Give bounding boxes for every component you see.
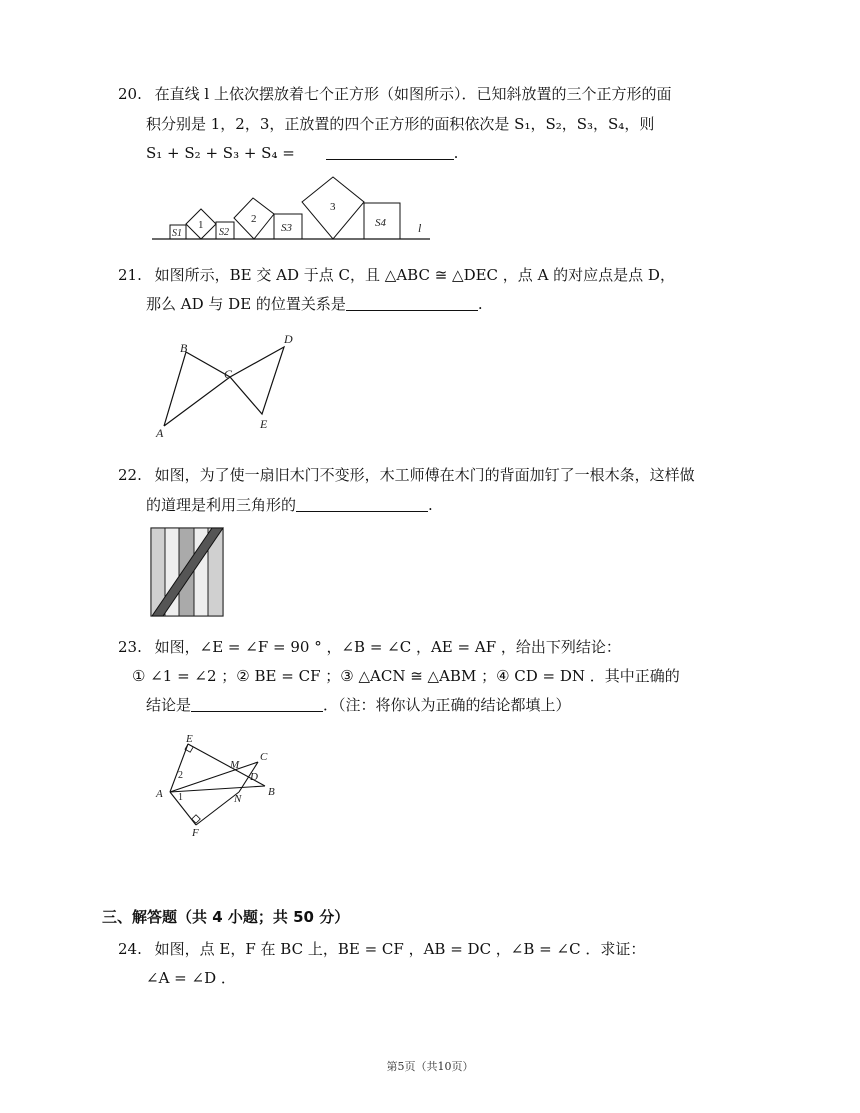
q23-answer-blank[interactable] — [191, 697, 323, 712]
label-b: B — [180, 341, 188, 355]
label-1: 1 — [198, 219, 204, 231]
q23-number: 23. — [118, 638, 142, 656]
q20-line1 — [118, 84, 671, 104]
q23-text-1: 如图，∠E = ∠F = 90 ° ，∠B = ∠C ，AE = AF ，给出下列结论： — [154, 638, 621, 656]
q22-text-2-end: . — [428, 496, 433, 514]
label-2: 2 — [251, 213, 257, 225]
q20-figure — [150, 172, 440, 244]
q21-figure — [150, 330, 310, 445]
page-footer: 第5页（共10页） — [386, 1060, 474, 1073]
q21-text-2: 那么 AD 与 DE 的位置关系是 — [146, 295, 346, 313]
q22-line1 — [118, 465, 695, 485]
q23-lines — [170, 744, 265, 825]
q23-line3 — [146, 695, 571, 715]
q23-line1 — [118, 637, 621, 657]
q20-text-1: 在直线 l 上依次摆放着七个正方形（如图所示）．已知斜放置的三个正方形的面 — [154, 85, 672, 103]
q23-figure — [150, 730, 290, 840]
label-c: C — [224, 367, 233, 381]
label-s1: S1 — [172, 228, 182, 239]
label-a: A — [156, 788, 163, 800]
q24-number: 24. — [118, 940, 142, 958]
q20-answer-blank[interactable] — [326, 145, 454, 160]
q24-text-2: ∠A = ∠D ． — [146, 969, 236, 987]
q22-text-1: 如图，为了使一扇旧木门不变形，木工师傅在木门的背面加钉了一根木条，这样做 — [154, 466, 695, 484]
label-e: E — [260, 417, 268, 431]
label-s3: S3 — [281, 222, 292, 234]
q23-text-3: 结论是 — [146, 696, 192, 714]
q21-line1 — [118, 265, 675, 285]
q24-line1 — [118, 939, 645, 959]
q22-text-2: 的道理是利用三角形的 — [146, 496, 297, 514]
label-2: 2 — [178, 770, 183, 781]
q23-text-3-end: ．（注：将你认为正确的结论都填上） — [323, 696, 571, 714]
label-e: E — [186, 733, 193, 745]
label-s2: S2 — [219, 227, 229, 238]
q23-text-2: ① ∠1 = ∠2 ；② BE = CF ；③ △ACN ≅ △ABM ；④ CD = DN ．其中正确的 — [132, 667, 680, 685]
q20-text-3: S₁ + S₂ + S₃ + S₄ = — [146, 144, 295, 162]
q21-triangles — [164, 347, 284, 426]
label-b: B — [268, 786, 275, 798]
label-c: C — [260, 751, 268, 763]
q24-text-1: 如图，点 E，F 在 BC 上，BE = CF ，AB = DC ，∠B = ∠C ．求证： — [154, 940, 646, 958]
label-3: 3 — [330, 201, 336, 213]
q21-number: 21. — [118, 266, 142, 284]
q20-text-2: 积分别是 1，2，3，正放置的四个正方形的面积依次是 S₁，S₂，S₃，S₄，则 — [146, 115, 655, 133]
q21-text-2-end: . — [477, 295, 483, 313]
q21-line2 — [146, 294, 483, 314]
q21-answer-blank[interactable] — [346, 296, 478, 311]
q20-number: 20. — [118, 85, 142, 103]
q20-text-3-end: . — [453, 144, 459, 162]
label-a: A — [156, 426, 164, 440]
label-m: M — [230, 759, 240, 771]
label-s4: S4 — [375, 217, 386, 229]
q21-text-1: 如图所示，BE 交 AD 于点 C，且 △ABC ≅ △DEC ，点 A 的对应点是点 D， — [154, 266, 675, 284]
label-d: D — [284, 332, 293, 346]
section-heading: 三、解答题（共 4 小题；共 50 分） — [102, 908, 350, 926]
label-d: D — [250, 771, 258, 783]
q20-line3 — [146, 143, 458, 163]
q22-line2 — [146, 495, 433, 515]
label-n: N — [234, 793, 242, 805]
q22-answer-blank[interactable] — [296, 497, 428, 512]
label-1: 1 — [178, 792, 183, 803]
label-l: l — [418, 221, 422, 235]
label-f: F — [192, 827, 199, 839]
q22-number: 22. — [118, 466, 142, 484]
q22-figure — [150, 527, 226, 619]
